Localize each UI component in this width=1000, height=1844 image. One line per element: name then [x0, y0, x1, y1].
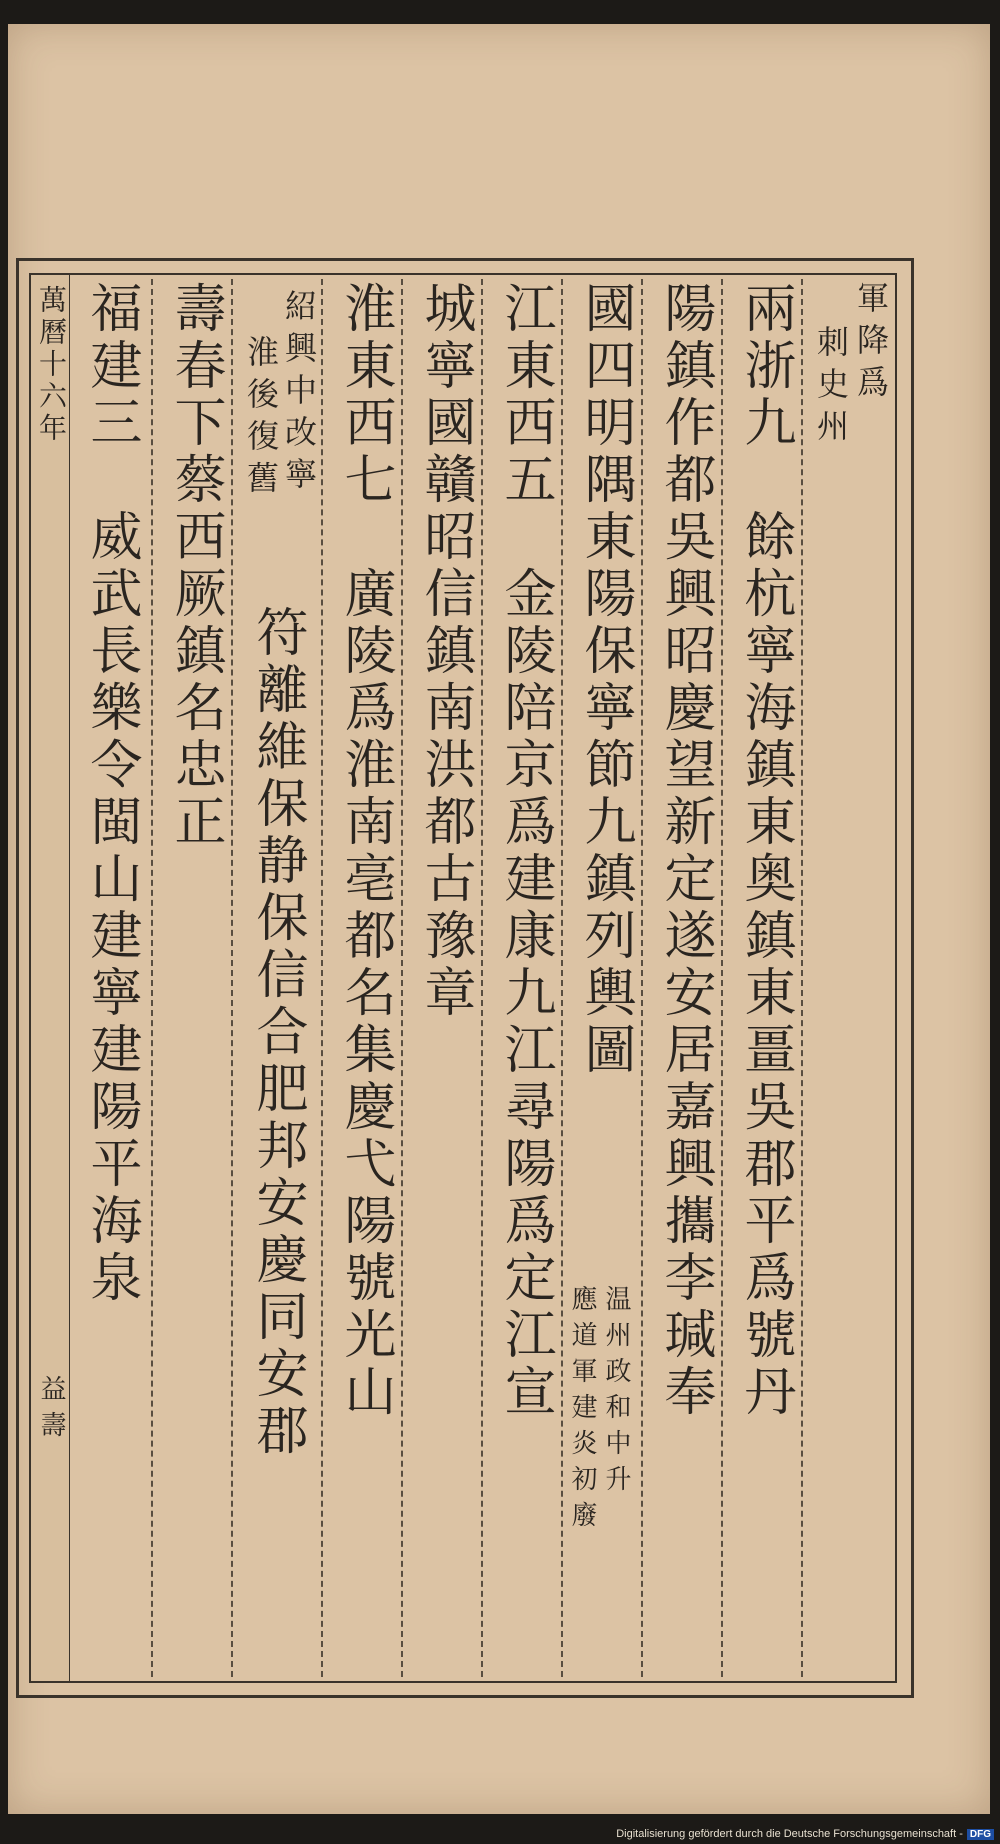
text-column: 陽鎮作都吳興昭慶望新定遂安居嘉興攜李瑊奉: [655, 281, 715, 1421]
spine-title: 萬曆十六年: [35, 285, 68, 445]
note-col-a: 紹興中改寧: [280, 289, 318, 499]
dfg-logo: DFG: [967, 1829, 994, 1840]
column-rule: [801, 279, 803, 1677]
margin-spine: [31, 275, 70, 1681]
text-frame: [16, 258, 914, 1698]
footer-text: Digitalisierung gefördert durch die Deutsche Forschungsgemeinschaft -: [616, 1828, 963, 1840]
column-rule: [401, 279, 403, 1677]
annotation: 應道軍建炎初廢: [567, 1285, 597, 1537]
inner-frame: [29, 273, 897, 1683]
book-page: [8, 24, 990, 1814]
footer-credit: [616, 1828, 994, 1840]
note-col-b: 淮後復舊: [242, 335, 280, 503]
column-rule: [231, 279, 233, 1677]
text-column: 城寧國贛昭信鎮南洪都古豫章: [415, 281, 475, 1022]
text-column: 壽春下蔡西厥鎮名忠正: [165, 281, 225, 851]
text-column: 符離維保静保信合肥邦安慶同安郡: [247, 605, 307, 1460]
spine-bottom: 益壽: [36, 1375, 66, 1447]
column-rule: [721, 279, 723, 1677]
column-rule: [481, 279, 483, 1677]
text-column: 江東西五 金陵陪京爲建康九江尋陽爲定江宣: [495, 281, 555, 1421]
column-rule: [151, 279, 153, 1677]
note-col-a: 軍降爲: [852, 281, 890, 407]
column-rule: [561, 279, 563, 1677]
column-rule: [641, 279, 643, 1677]
column-rule: [321, 279, 323, 1677]
note-col-b: 刺史州: [812, 325, 850, 451]
annotation: 温州政和中升: [601, 1285, 631, 1501]
text-column: 福建三 威武長樂令閩山建寧建陽平海泉: [81, 281, 141, 1307]
text-column: 兩浙九 餘杭寧海鎮東奥鎮東畺吳郡平爲號丹: [735, 281, 795, 1421]
text-column: 淮東西七 廣陵爲淮南亳都名集慶弋陽號光山: [335, 281, 395, 1421]
text-column: 國四明隅東陽保寧節九鎮列輿圖: [575, 281, 635, 1079]
